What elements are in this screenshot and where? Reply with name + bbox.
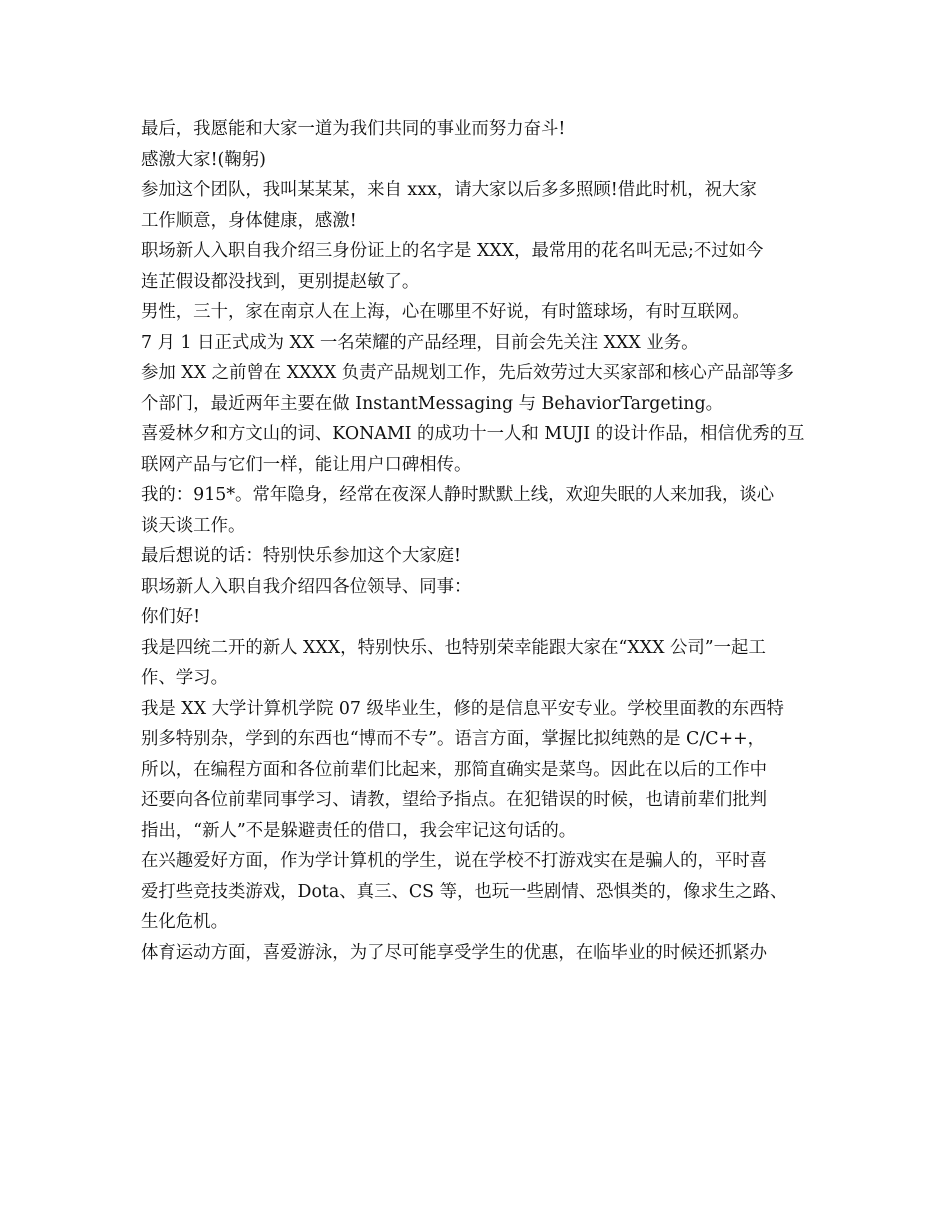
- text-line: 爱打些竞技类游戏，Dota、真三、CS 等，也玩一些剧情、恐惧类的，像求生之路、: [141, 881, 788, 902]
- text-line: 最后，我愿能和大家一道为我们共同的事业而努力奋斗!: [141, 119, 566, 139]
- text-line: 我的：915*。常年隐身，经常在夜深人静时默默上线，欢迎失眠的人来加我，谈心: [141, 485, 775, 505]
- text-line: 参加这个团队，我叫某某某，来自 xxx，请大家以后多多照顾!借此时机，祝大家: [141, 180, 757, 200]
- text-line: 感激大家!(鞠躬): [141, 149, 266, 170]
- text-line: 连芷假设都没找到，更别提赵敏了。: [141, 271, 420, 292]
- text-line: 别多特别杂，学到的东西也“博而不专”。语言方面，掌握比拟纯熟的是 C/C++，: [141, 729, 766, 749]
- text-line: 我是四统二开的新人 XXX，特别快乐、也特别荣幸能跟大家在“XXX 公司”一起工: [141, 637, 766, 658]
- text-line: 喜爱林夕和方文山的词、KONAMI 的成功十一人和 MUJI 的设计作品，相信优秀的互: [141, 424, 805, 444]
- text-line: 职场新人入职自我介绍三身份证上的名字是 XXX，最常用的花名叫无忌;不过如今: [141, 241, 764, 261]
- text-line: 参加 XX 之前曾在 XXXX 负责产品规划工作，先后效劳过大买家部和核心产品部等多: [141, 363, 794, 383]
- text-line: 男性，三十，家在南京人在上海，心在哪里不好说，有时篮球场，有时互联网。: [141, 302, 750, 322]
- text-line: 个部门，最近两年主要在做 InstantMessaging 与 BehaviorTargeting。: [141, 393, 723, 414]
- text-line: 指出，“新人”不是躲避责任的借口，我会牢记这句话的。: [141, 820, 577, 841]
- text-line: 生化危机。: [141, 912, 228, 932]
- text-line: 我是 XX 大学计算机学院 07 级毕业生，修的是信息平安专业。学校里面教的东西特: [141, 698, 784, 719]
- text-line: 还要向各位前辈同事学习、请教，望给予指点。在犯错误的时候，也请前辈们批判: [141, 790, 768, 810]
- text-line: 最后想说的话：特别快乐参加这个大家庭!: [141, 546, 462, 566]
- text-line: 职场新人入职自我介绍四各位领导、同事：: [141, 576, 472, 597]
- text-line: 作、学习。: [141, 668, 228, 688]
- text-line: 工作顺意，身体健康，感激!: [141, 210, 357, 231]
- document-body: [141, 114, 831, 968]
- text-line: 联网产品与它们一样，能让用户口碑相传。: [141, 454, 472, 475]
- text-line: 你们好!: [141, 607, 201, 627]
- text-line: 所以，在编程方面和各位前辈们比起来，那简直确实是菜鸟。因此在以后的工作中: [141, 759, 768, 780]
- text-line: 在兴趣爱好方面，作为学计算机的学生，说在学校不打游戏实在是骗人的，平时喜: [141, 851, 768, 871]
- text-line: 7 月 1 日正式成为 XX 一名荣耀的产品经理，目前会先关注 XXX 业务。: [141, 332, 699, 353]
- text-line: 体育运动方面，喜爱游泳，为了尽可能享受学生的优惠，在临毕业的时候还抓紧办: [141, 942, 768, 963]
- text-line: 谈天谈工作。: [141, 515, 246, 536]
